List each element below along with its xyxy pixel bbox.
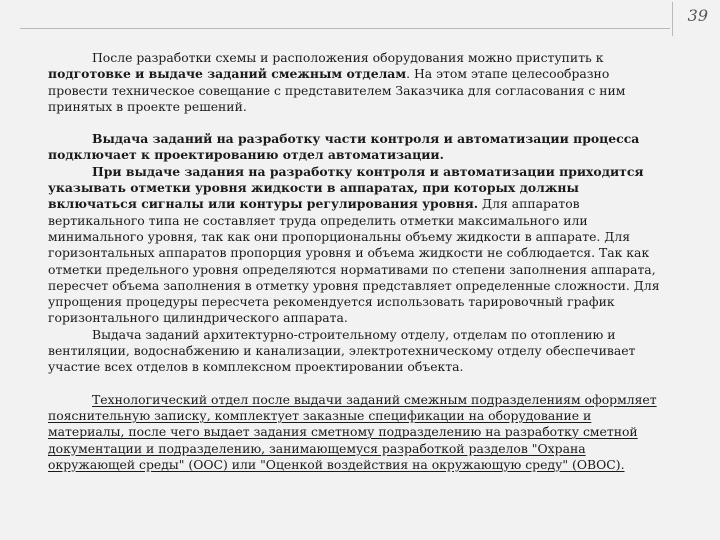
header-rule <box>20 28 670 29</box>
paragraph-technological-department: Технологический отдел после выдачи заданий смежным подразделениям оформляет пояснительную записку, комплектует заказные спецификации на оборудование и материалы, после чего выдает задания сметному подразделению на разработку сметной документации и подразделению, занимающемуся разработкой разделов "Охрана окружающей среды" (ООС) или "Оценкой воздействия на окружающую среду" (ОВОС). <box>48 391 657 472</box>
page-number: 39 <box>672 2 712 36</box>
paragraph-other-departments: Выдача заданий архитектурно-строительному отделу, отделам по отоплению и вентиляции, водоснабжению и канализации, электротехническому отделу обеспечивает участие всех отделов в комплексном проектировании объекта. <box>48 326 636 375</box>
paragraph-automation-heading: Выдача заданий на разработку части контроля и автоматизации процесса подключает к проектированию отдел автоматизации. <box>48 131 640 163</box>
paragraph-level-marks: При выдаче задания на разработку контроля и автоматизации приходится указывать отметки уровня жидкости в аппаратах, при которых должны включаться сигналы или контуры регулирования уровня. Для аппаратов вертикального типа не составляет труда определить отметки максимального или минимального уровня, так как они пропорциональны объему жидкости в аппарате. Для горизонтальных аппаратов пропорция уровня и объема жидкости не соблюдается. Так как отметки предельного уровня определяются нормативами по степени заполнения аппарата, пересчет объема заполнения в отметку уровня представляет определенные сложности. Для упрощения процедуры пересчета рекомендуется использовать тарировочный график горизонтального цилиндрического аппарата. <box>48 163 660 326</box>
document-body <box>48 50 670 473</box>
bold-phrase-tasks: подготовке и выдаче заданий смежным отделам <box>48 66 407 82</box>
paragraph-preparation: После разработки схемы и расположения оборудования можно приступить к подготовке и выдаче заданий смежным отделам. На этом этапе целесообразно провести техническое совещание с представителем Заказчика для согласования с ним принятых в проекте решений. <box>48 50 626 114</box>
